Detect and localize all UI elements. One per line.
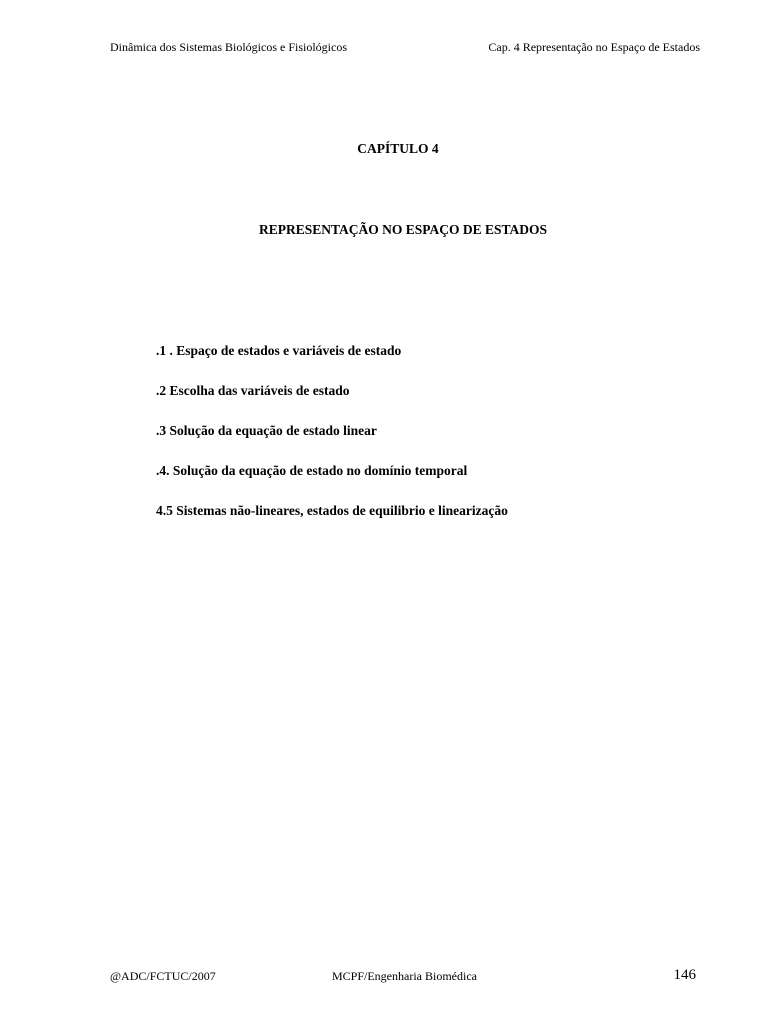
section-list	[156, 342, 508, 542]
section-item: .1 . Espaço de estados e variáveis de estado	[156, 343, 402, 358]
page-number: 146	[673, 967, 696, 983]
chapter-number: CAPÍTULO 4	[357, 141, 439, 156]
page-footer	[110, 967, 696, 987]
chapter-title: REPRESENTAÇÃO NO ESPAÇO DE ESTADOS	[258, 222, 548, 237]
section-item: .4. Solução da equação de estado no domínio temporal	[156, 463, 468, 478]
header-course-title: Dinâmica dos Sistemas Biológicos e Fisiológicos	[110, 40, 347, 54]
footer-course: MCPF/Engenharia Biomédica	[332, 969, 477, 983]
section-item: 4.5 Sistemas não-lineares, estados de equilibrio e linearização	[156, 503, 508, 518]
header-chapter-title: Cap. 4 Representação no Espaço de Estados	[488, 40, 700, 54]
page-header	[110, 40, 700, 56]
section-item: .3 Solução da equação de estado linear	[156, 423, 377, 438]
section-item: .2 Escolha das variáveis de estado	[156, 383, 350, 398]
footer-copyright: @ADC/FCTUC/2007	[110, 969, 216, 983]
